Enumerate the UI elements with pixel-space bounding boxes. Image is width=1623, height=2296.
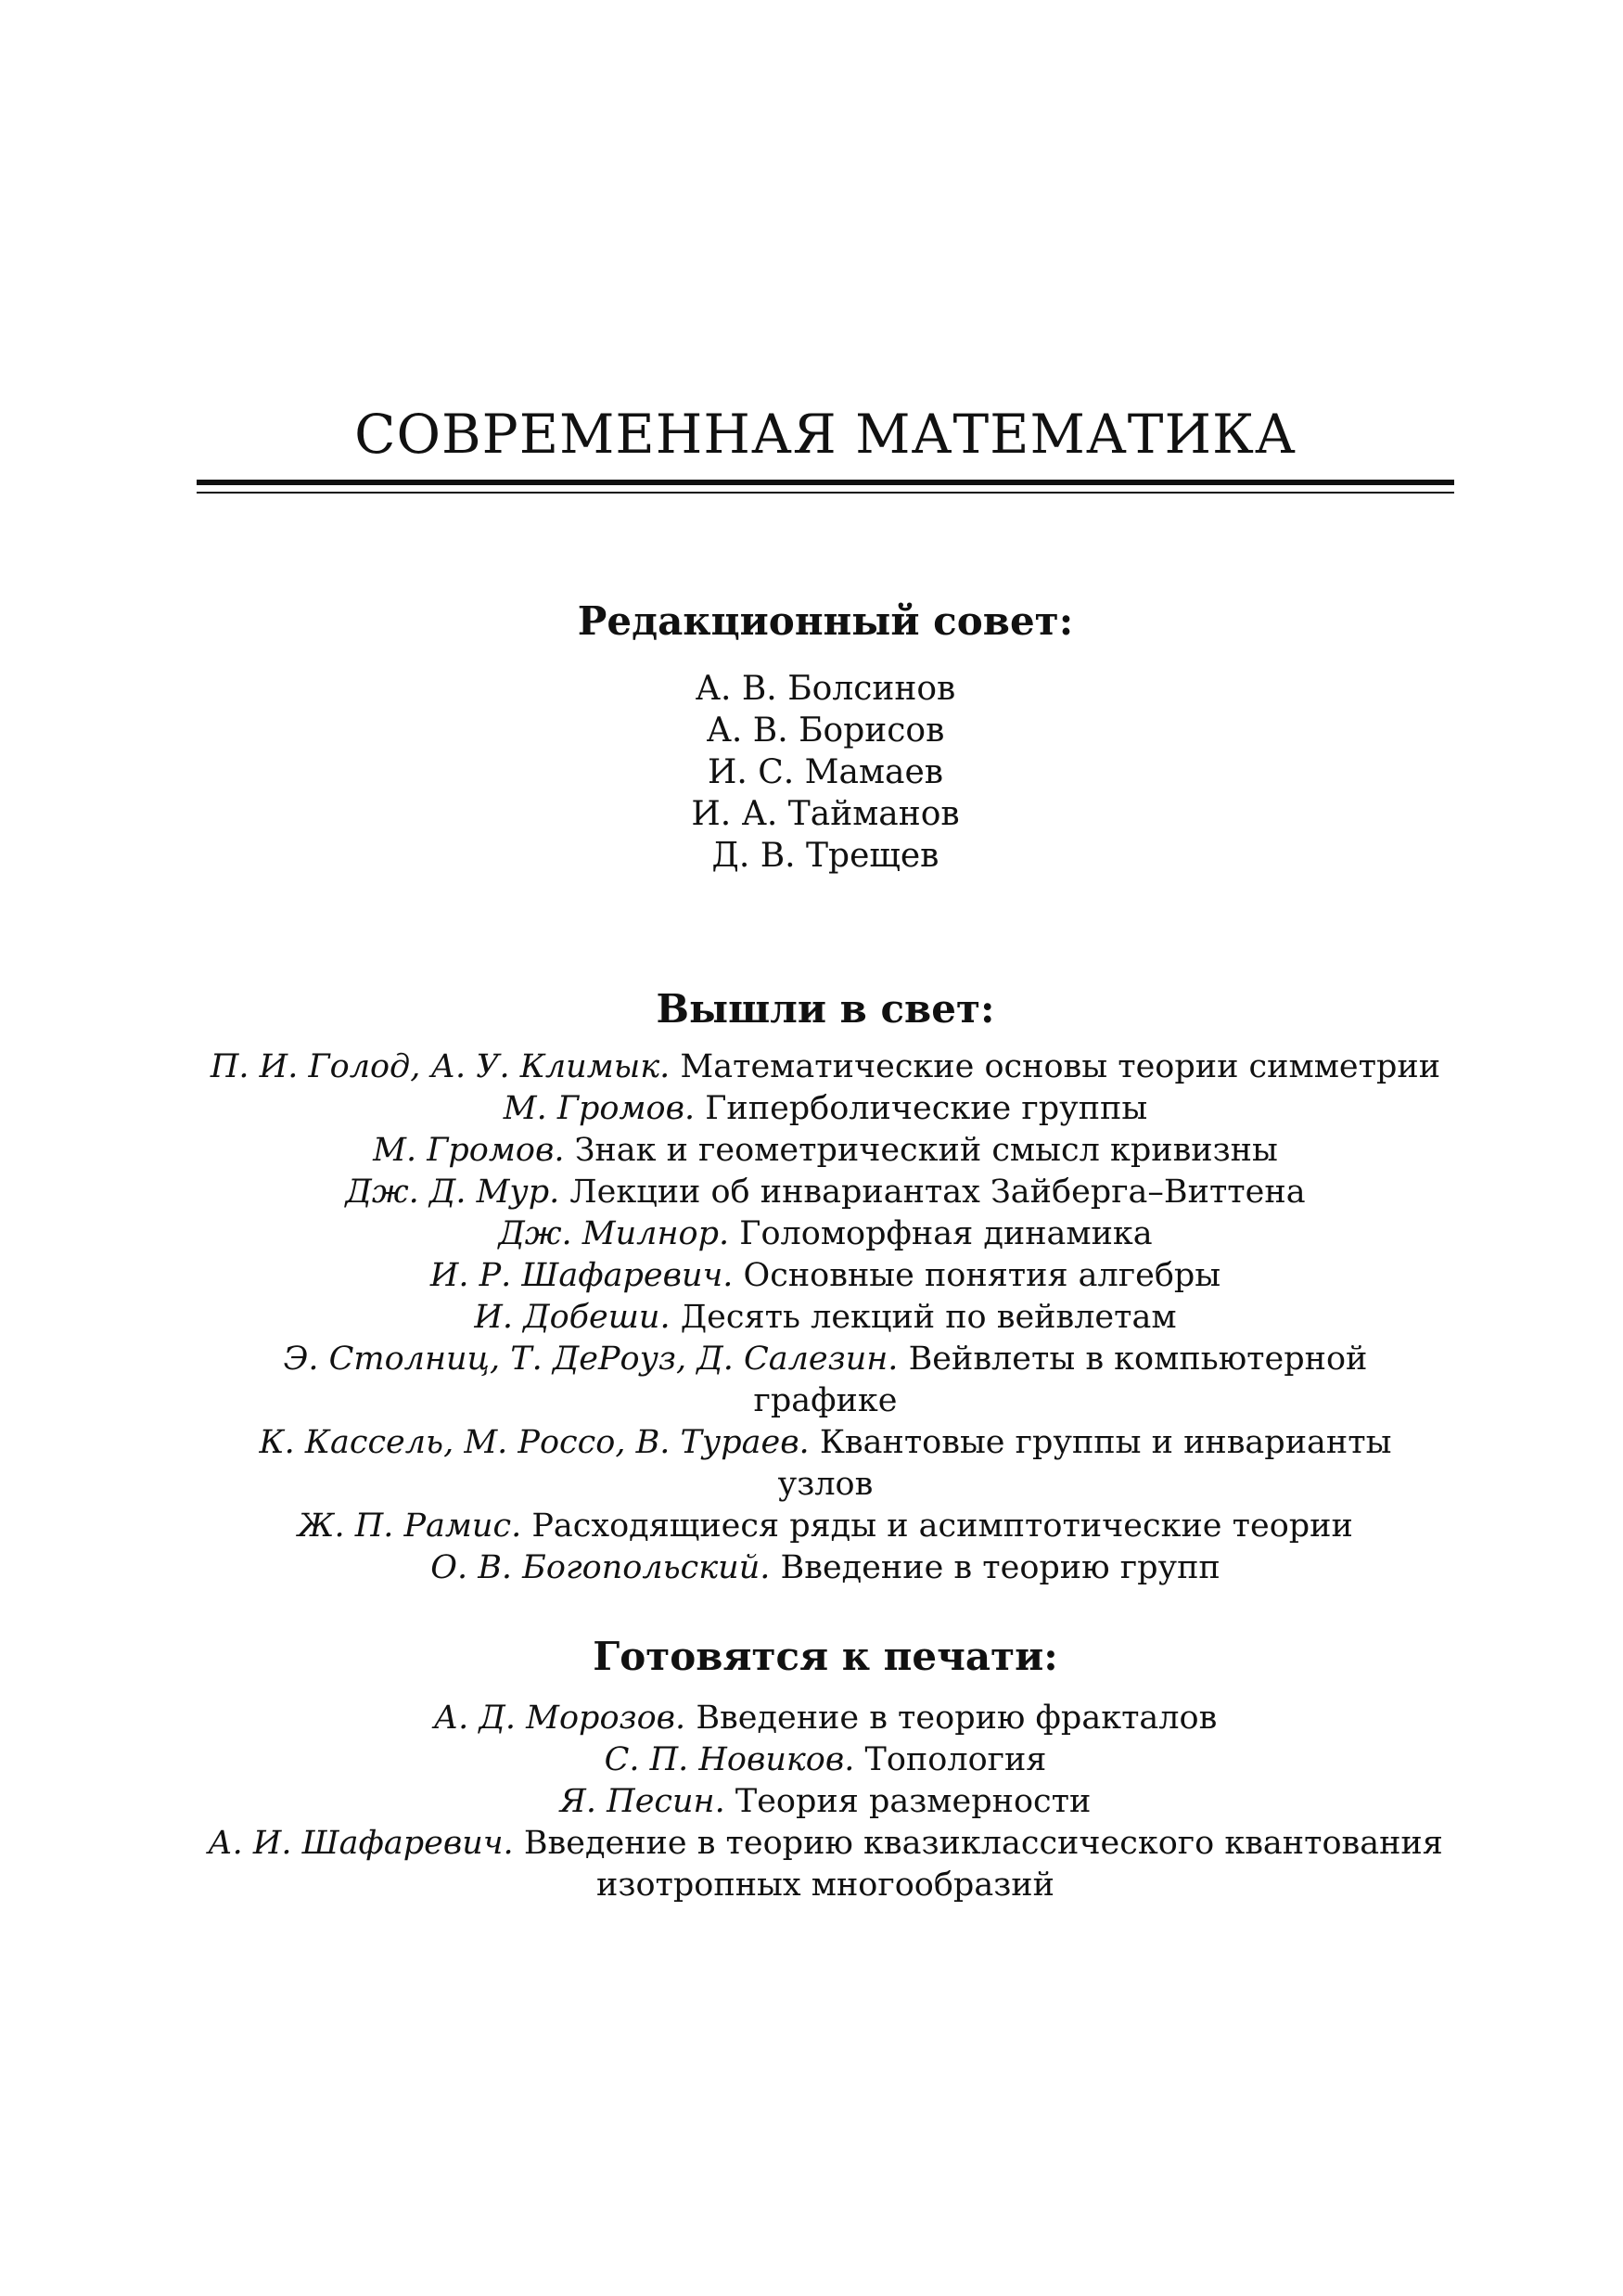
published-title: Лекции об инвариантах Зайберга–Виттена bbox=[569, 1174, 1306, 1211]
board-member: Д. В. Трещев bbox=[711, 837, 939, 875]
published-item bbox=[197, 1172, 1454, 1213]
forthcoming-title: Топология bbox=[864, 1741, 1047, 1778]
published-author: М. Громов. bbox=[373, 1132, 565, 1169]
series-title: СОВРЕМЕННАЯ МАТЕМАТИКА bbox=[354, 403, 1297, 466]
forthcoming-author: Я. Песин. bbox=[559, 1783, 725, 1820]
published-item bbox=[197, 1255, 1454, 1297]
published-item bbox=[197, 1046, 1454, 1088]
board-member: И. А. Тайманов bbox=[691, 795, 960, 833]
published-title: Основные понятия алгебры bbox=[743, 1257, 1221, 1294]
editorial-board-heading: Редакционный совет: bbox=[577, 598, 1074, 644]
published-author: О. В. Богопольский. bbox=[430, 1549, 771, 1586]
published-author: П. И. Голод, А. У. Климык. bbox=[210, 1048, 671, 1085]
forthcoming-item bbox=[197, 1739, 1454, 1781]
published-heading: Вышли в свет: bbox=[656, 986, 995, 1032]
published-author: Дж. Милнор. bbox=[498, 1215, 730, 1252]
forthcoming-heading: Готовятся к печати: bbox=[593, 1634, 1058, 1679]
published-title: Голоморфная динамика bbox=[739, 1215, 1153, 1252]
published-author: Э. Столниц, Т. ДеРоуз, Д. Салезин. bbox=[283, 1340, 899, 1378]
board-member: А. В. Болсинов bbox=[695, 670, 956, 708]
published-author: И. Р. Шафаревич. bbox=[429, 1257, 734, 1294]
forthcoming-title: Введение в теорию квазиклассического квантования bbox=[523, 1825, 1443, 1862]
published-author: Ж. П. Рамис. bbox=[298, 1507, 522, 1545]
forthcoming-item bbox=[197, 1823, 1454, 1906]
forthcoming-title: Введение в теорию фракталов bbox=[696, 1700, 1218, 1737]
published-list bbox=[197, 1046, 1454, 1589]
title-rule-thin bbox=[197, 492, 1454, 494]
published-title-continuation: узлов bbox=[777, 1466, 874, 1503]
forthcoming-item bbox=[197, 1698, 1454, 1739]
published-title: Десять лекций по вейвлетам bbox=[680, 1299, 1177, 1336]
published-item bbox=[197, 1422, 1454, 1506]
forthcoming-list bbox=[197, 1698, 1454, 1906]
published-item bbox=[197, 1506, 1454, 1547]
forthcoming-author: С. П. Новиков. bbox=[604, 1741, 855, 1778]
forthcoming-author: А. И. Шафаревич. bbox=[208, 1825, 514, 1862]
published-item bbox=[197, 1547, 1454, 1589]
forthcoming-author: А. Д. Морозов. bbox=[433, 1700, 686, 1737]
published-author: К. Кассель, М. Россо, В. Тураев. bbox=[259, 1424, 810, 1461]
title-rule-thick bbox=[197, 480, 1454, 485]
published-item bbox=[197, 1213, 1454, 1255]
published-author: Дж. Д. Мур. bbox=[345, 1174, 560, 1211]
published-item bbox=[197, 1297, 1454, 1339]
board-member: А. В. Борисов bbox=[706, 712, 945, 750]
published-title-continuation: графике bbox=[753, 1382, 898, 1419]
forthcoming-item bbox=[197, 1781, 1454, 1823]
published-item bbox=[197, 1130, 1454, 1172]
published-title: Гиперболические группы bbox=[705, 1090, 1148, 1127]
published-author: М. Громов. bbox=[503, 1090, 696, 1127]
published-title: Знак и геометрический смысл кривизны bbox=[574, 1132, 1278, 1169]
published-title: Введение в теорию групп bbox=[780, 1549, 1220, 1586]
published-author: И. Добеши. bbox=[474, 1299, 671, 1336]
editorial-board-list bbox=[197, 668, 1454, 877]
published-item bbox=[197, 1088, 1454, 1130]
published-title: Квантовые группы и инварианты bbox=[819, 1424, 1392, 1461]
published-title: Расходящиеся ряды и асимптотические теории bbox=[531, 1507, 1353, 1545]
published-item bbox=[197, 1339, 1454, 1422]
board-member: И. С. Мамаев bbox=[707, 753, 944, 791]
published-title: Вейвлеты в компьютерной bbox=[908, 1340, 1368, 1378]
published-title: Математические основы теории симметрии bbox=[680, 1048, 1441, 1085]
forthcoming-title-continuation: изотропных многообразий bbox=[596, 1866, 1054, 1904]
forthcoming-title: Теория размерности bbox=[735, 1783, 1092, 1820]
